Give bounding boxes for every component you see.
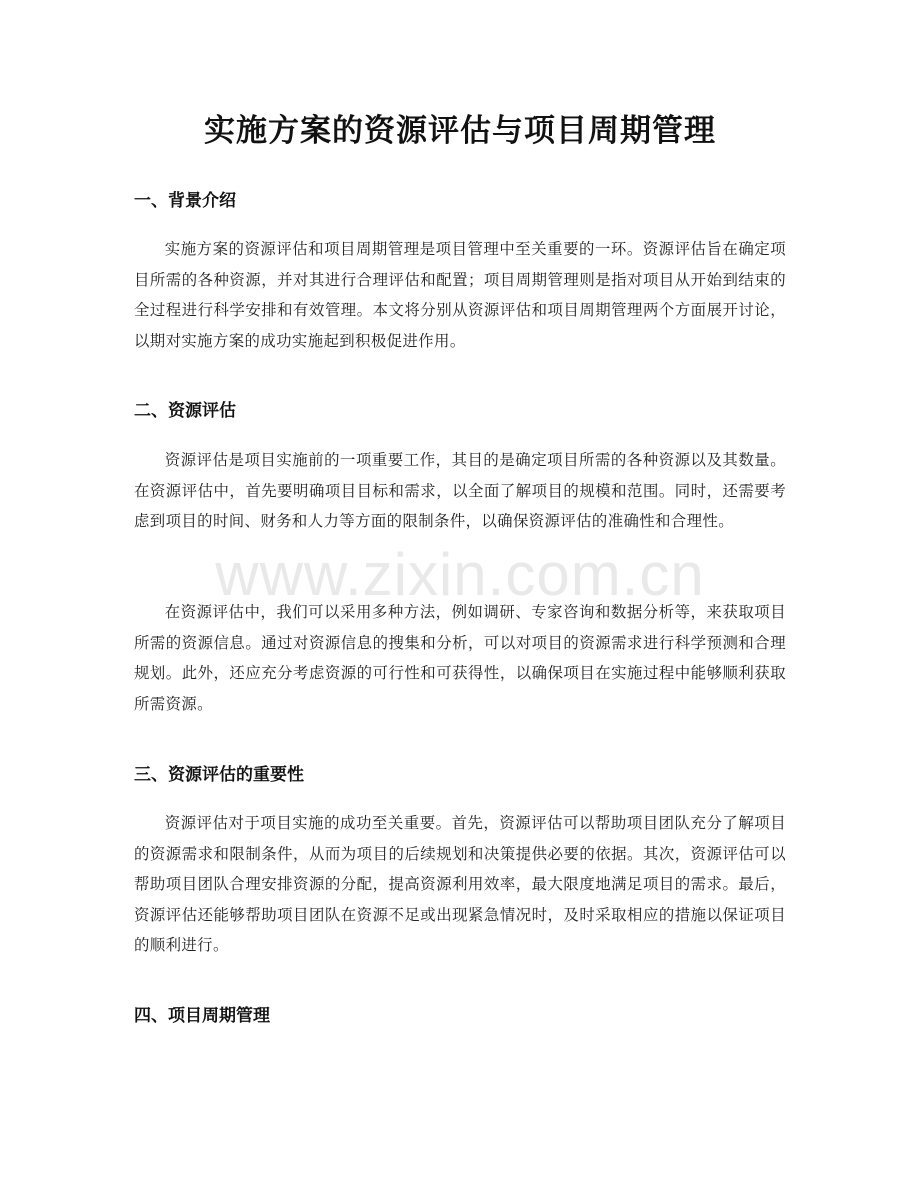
watermark: www.zixin.com.cn [215, 541, 705, 608]
paragraph-resource-evaluation-1: 资源评估是项目实施前的一项重要工作，其目的是确定项目所需的各种资源以及其数量。在资源评估中，首先要明确项目目标和需求，以全面了解项目的规模和范围。同时，还需要考虑到项目的时间、财务和人力等方面的限制条件，以确保资源评估的准确性和合理性。 [134, 451, 786, 530]
section-heading-background: 一、背景介绍 [134, 191, 236, 211]
paragraph-importance: 资源评估对于项目实施的成功至关重要。首先，资源评估可以帮助项目团队充分了解项目的资源需求和限制条件，从而为项目的后续规划和决策提供必要的依据。其次，资源评估可以帮助项目团队合理安排资源的分配，提高资源利用效率，最大限度地满足项目的需求。最后，资源评估还能够帮助项目团队在资源不足或出现紧急情况时，及时采取相应的措施以保证项目的顺利进行。 [134, 814, 786, 954]
paragraph-background: 实施方案的资源评估和项目周期管理是项目管理中至关重要的一环。资源评估旨在确定项目所需的各种资源，并对其进行合理评估和配置；项目周期管理则是指对项目从开始到结束的全过程进行科学安排和有效管理。本文将分别从资源评估和项目周期管理两个方面展开讨论，以期对实施方案的成功实施起到积极促进作用。 [134, 240, 786, 350]
section-heading-importance: 三、资源评估的重要性 [134, 765, 304, 785]
section-heading-resource-evaluation: 二、资源评估 [134, 401, 236, 421]
document-title: 实施方案的资源评估与项目周期管理 [204, 113, 716, 149]
section-heading-project-cycle: 四、项目周期管理 [134, 1006, 270, 1026]
paragraph-resource-evaluation-2: 在资源评估中，我们可以采用多种方法，例如调研、专家咨询和数据分析等，来获取项目所需的资源信息。通过对资源信息的搜集和分析，可以对项目的资源需求进行科学预测和合理规划。此外，还应充分考虑资源的可行性和可获得性，以确保项目在实施过程中能够顺利获取所需资源。 [134, 603, 786, 713]
